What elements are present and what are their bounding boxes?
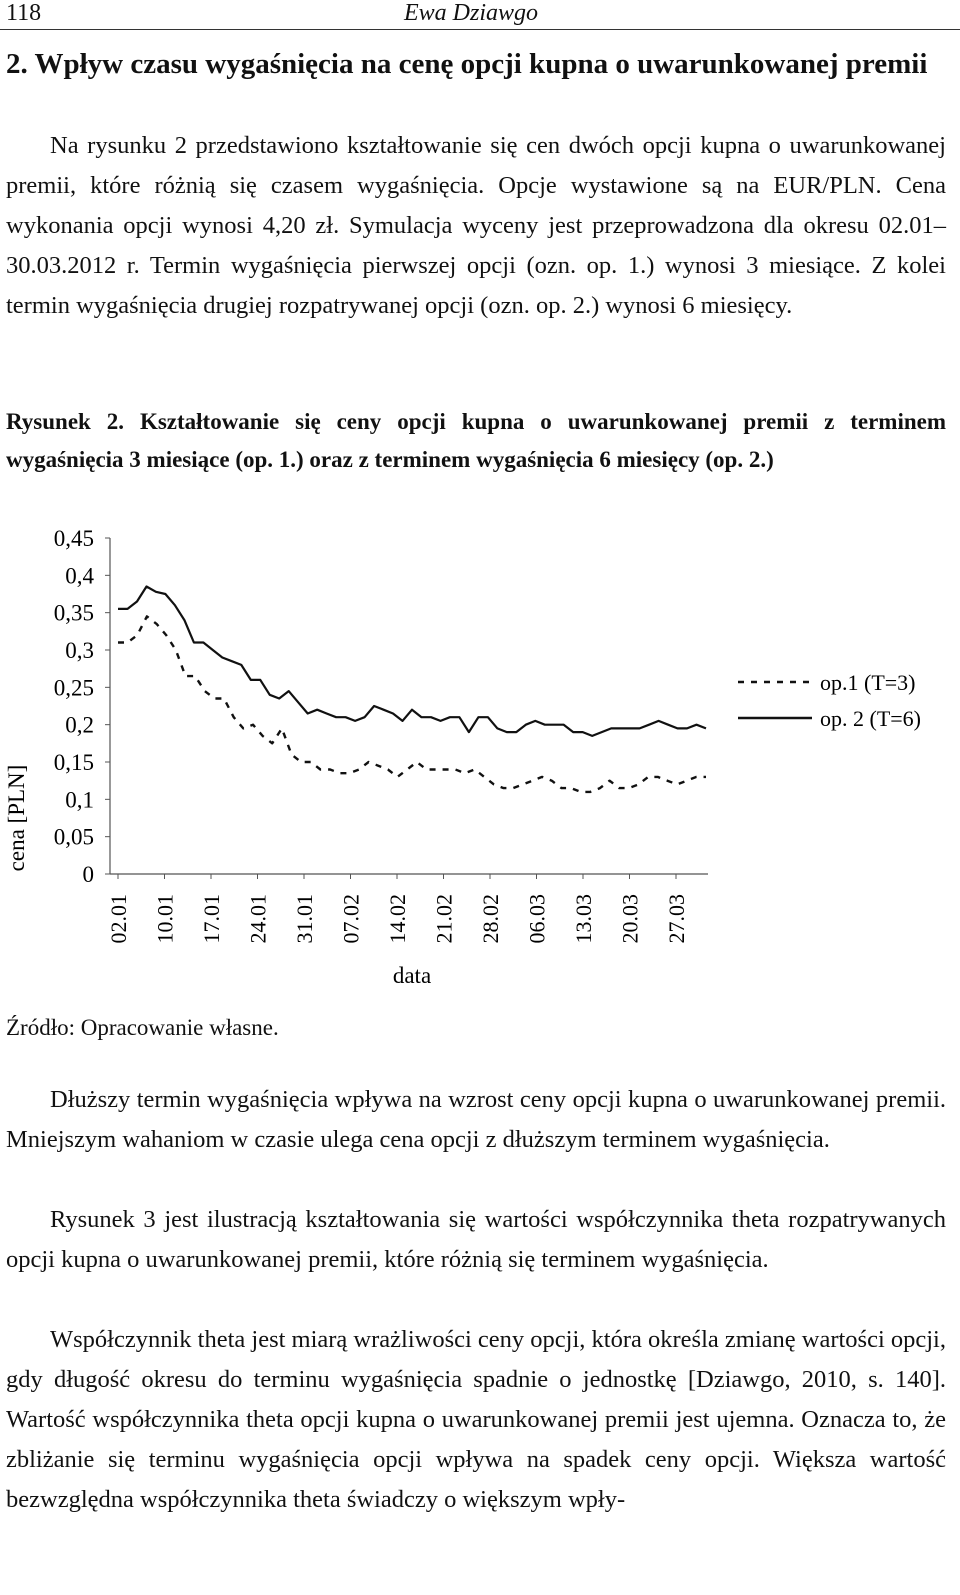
x-tick-label: 20.03 xyxy=(617,894,643,944)
y-tick-label: 0,45 xyxy=(53,526,94,551)
running-head-author: Ewa Dziawgo xyxy=(404,0,539,26)
legend-label-2: op. 2 (T=6) xyxy=(820,706,921,731)
page-number: 118 xyxy=(6,0,42,26)
y-axis xyxy=(54,526,110,887)
x-tick-label: 02.01 xyxy=(106,894,131,944)
y-tick-label: 0,2 xyxy=(65,712,94,738)
y-tick-label: 0,3 xyxy=(65,638,94,663)
y-tick-label: 0,05 xyxy=(53,824,94,850)
y-tick-label: 0,25 xyxy=(53,675,94,701)
series-layer xyxy=(118,587,706,792)
section-title: 2. Wpływ czasu wygaśnięcia na cenę opcji kupna o uwarunkowanej premii xyxy=(6,48,928,80)
x-tick-label: 24.01 xyxy=(245,894,271,944)
y-axis-label: cena [PLN] xyxy=(4,764,29,872)
y-tick-label: 0,15 xyxy=(53,750,94,775)
x-tick-label: 27.03 xyxy=(664,894,689,944)
x-tick-label: 31.01 xyxy=(292,894,317,944)
x-tick-label: 07.02 xyxy=(338,894,364,944)
x-tick-label: 28.02 xyxy=(478,894,503,944)
y-tick-label: 0,1 xyxy=(65,787,94,813)
x-tick-label: 13.03 xyxy=(571,894,596,944)
x-axis xyxy=(106,874,708,944)
body-paragraph-2: Rysunek 3 jest ilustracją kształtowania się wartości współczynnika theta rozpatrywanych opcji kupna o uwarunkowanej premii, które różnią się terminem wygaśnięcia. xyxy=(6,1206,946,1273)
series-line-2 xyxy=(118,587,706,736)
x-tick-label: 10.01 xyxy=(152,894,178,944)
y-tick-label: 0,35 xyxy=(53,600,94,626)
y-tick-label: 0 xyxy=(82,862,94,887)
header-rule xyxy=(0,29,960,30)
x-axis-label: data xyxy=(392,963,432,988)
body-paragraph-1: Dłuższy termin wygaśnięcia wpływa na wzrost ceny opcji kupna o uwarunkowanej premii. Mniejszym wahaniom w czasie ulega cena opcji z dłuższym terminem wygaśnięcia. xyxy=(6,1086,946,1153)
intro-paragraph: Na rysunku 2 przedstawiono kształtowanie się cen dwóch opcji kupna o uwarunkowanej premii, które różnią się czasem wygaśnięcia. Opcje wystawione są na EUR/PLN. Cena wykonania opcji wynosi 4,20 zł. Symulacja wyceny jest przeprowadzona dla okresu 02.01–30.03.2012 r. Termin wygaśnięcia pierwszej opcji (ozn. op. 1.) wynosi 3 miesiące. Z kolei termin wygaśnięcia drugiej rozpatrywanej opcji (ozn. op. 2.) wynosi 6 miesięcy. xyxy=(6,132,946,319)
x-tick-label: 14.02 xyxy=(385,894,410,944)
price-line-chart xyxy=(0,520,960,1000)
series-line-1 xyxy=(118,616,706,792)
figure-source: Źródło: Opracowanie własne. xyxy=(6,1015,279,1040)
legend xyxy=(738,670,921,731)
body-paragraph-3: Współczynnik theta jest miarą wrażliwości ceny opcji, która określa zmianę wartości opcji, gdy długość okresu do terminu wygaśnięcia spadnie o jednostkę [Dziawgo, 2010, s. 140]. Wartość współczynnika theta opcji kupna o uwarunkowanej premii jest ujemna. Oznacza to, że zbliżanie się terminu wygaśnięcia opcji wpływa na spadek ceny opcji. Większa wartość bezwzględna współczynnika theta świadczy o większym wpły- xyxy=(6,1326,946,1513)
figure-caption: Rysunek 2. Kształtowanie się ceny opcji kupna o uwarunkowanej premii z terminem wygaśnięcia 3 miesiące (op. 1.) oraz z terminem wygaśnięcia 6 miesięcy (op. 2.) xyxy=(6,409,946,472)
y-tick-label: 0,4 xyxy=(65,563,94,589)
x-tick-label: 17.01 xyxy=(199,894,224,944)
legend-label-1: op.1 (T=3) xyxy=(820,670,916,695)
x-tick-label: 21.02 xyxy=(431,894,457,944)
x-tick-label: 06.03 xyxy=(524,894,550,944)
